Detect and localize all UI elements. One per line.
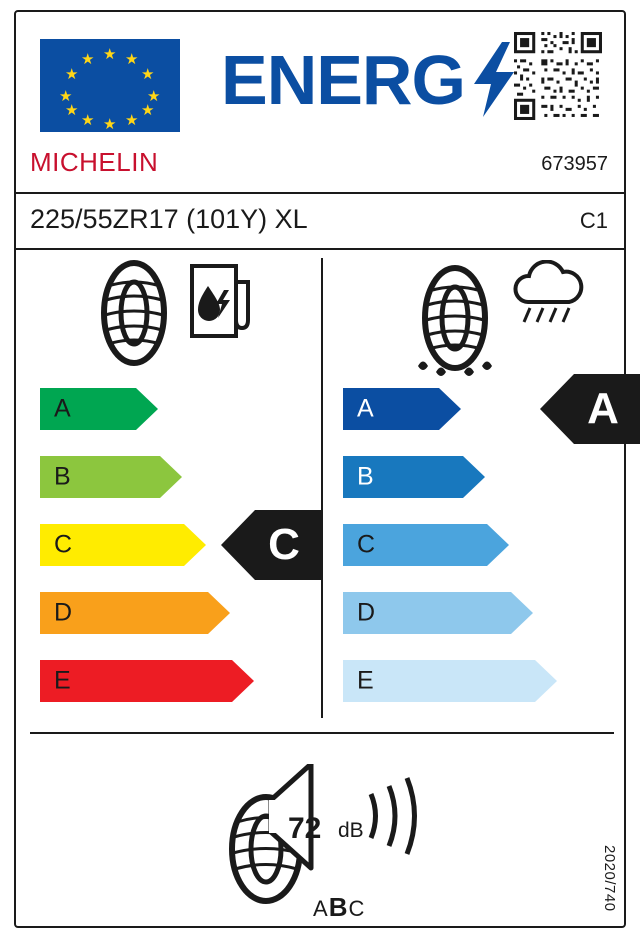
fuel-grade-row: [40, 388, 158, 430]
noise-class-a: A: [313, 896, 329, 921]
wet-rating-badge: [540, 374, 640, 444]
brand-name: MICHELIN: [30, 147, 159, 177]
noise-value: 72: [288, 812, 322, 845]
tyre-size-row: [16, 192, 624, 250]
wet-grade-letter: E: [357, 666, 374, 695]
fuel-grade-row: [40, 660, 254, 702]
tyre-class: C1: [579, 208, 608, 233]
lightning-bolt-icon: [472, 42, 516, 117]
wet-grade-letter: C: [357, 530, 376, 559]
ratings-panel: [16, 248, 624, 732]
sku-code: 673957: [541, 153, 608, 175]
tyre-size: 225/55ZR17 (101Y) XL: [30, 204, 308, 234]
tyre-speaker-icon: [211, 764, 441, 904]
tyre-rain-cloud-icon: [414, 262, 496, 380]
fuel-grade-letter: C: [54, 530, 73, 559]
fuel-grade-row: [40, 592, 230, 634]
label-header: [16, 12, 624, 134]
fuel-pump-icon: [186, 260, 256, 342]
eu-flag-icon: ★ ★ ★ ★ ★ ★ ★ ★ ★ ★ ★ ★: [40, 39, 180, 132]
wet-grade-row: [343, 456, 485, 498]
fuel-grade-letter: A: [54, 394, 71, 423]
fuel-grade-row: [40, 524, 206, 566]
rain-cloud-icon: [508, 260, 590, 326]
fuel-grade-letter: E: [54, 666, 71, 695]
wet-rating-letter: A: [587, 384, 619, 433]
tyre-fuel-pump-icon: [94, 258, 174, 368]
fuel-grade-letter: B: [54, 462, 71, 491]
wet-grade-letter: B: [357, 462, 374, 491]
energy-wordmark: ENERG: [221, 41, 465, 119]
brand-row: [16, 134, 624, 194]
wet-grade-row: [343, 660, 557, 702]
wet-grade-row: [343, 524, 509, 566]
noise-class-c: C: [348, 896, 366, 921]
noise-class-current: B: [328, 892, 349, 922]
wet-grade-letter: D: [357, 598, 376, 627]
vertical-divider: [321, 258, 323, 718]
noise-class-scale: [313, 892, 365, 923]
fuel-rating-badge: [221, 510, 323, 580]
fuel-grade-letter: D: [54, 598, 73, 627]
wet-grade-row: [343, 388, 461, 430]
wet-grade-row: [343, 592, 533, 634]
wet-grade-letter: A: [357, 394, 374, 423]
fuel-grade-row: [40, 456, 182, 498]
noise-unit: dB: [338, 819, 364, 842]
fuel-rating-letter: C: [268, 520, 300, 569]
tyre-energy-label: [14, 10, 626, 928]
regulation-date: 2020/740: [601, 845, 618, 912]
qr-code-icon: [514, 32, 602, 120]
